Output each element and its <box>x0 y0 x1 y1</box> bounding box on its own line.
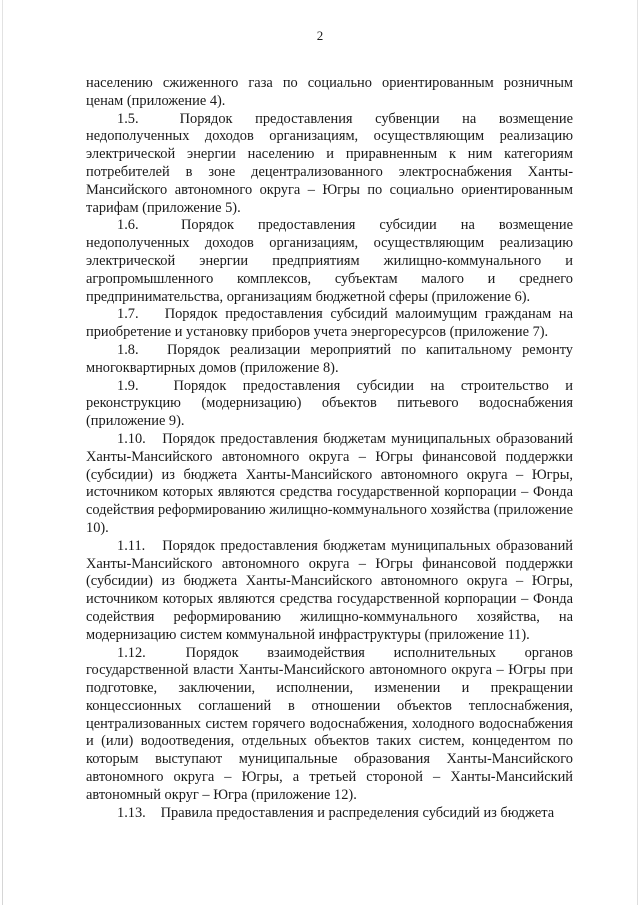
paragraph-number: 1.12. <box>117 644 146 661</box>
paragraph-text: Порядок предоставления субсидий малоимущим гражданам на приобретение и установку приборов учета энергоресурсов (приложение 7). <box>86 306 573 341</box>
paragraph-number: 1.10. <box>117 430 146 447</box>
paragraph-number: 1.13. <box>117 804 146 821</box>
paragraph-text: населению сжиженного газа по социально ориентированным розничным ценам (приложение 4). <box>86 75 573 109</box>
paragraph-1-11 <box>86 538 573 645</box>
paragraph-1-7 <box>86 306 573 342</box>
paragraph-text: Порядок предоставления субвенции на возмещение недополученных доходов организациям, осуществляющим реализацию электрической энергии населению и приравненным к ним категориям потребителей в зоне децентрализованного электроснабжения Ханты-Мансийского автономного округа – Югры по социально ориентированным тарифам (приложение 5). <box>86 110 573 216</box>
scan-edge-right <box>637 0 638 905</box>
paragraph-1-10 <box>86 431 573 538</box>
paragraph-text: Правила предоставления и распределения субсидий из бюджета <box>160 804 555 821</box>
paragraph-1-12 <box>86 645 573 805</box>
paragraph-1-8 <box>86 342 573 378</box>
paragraph-number: 1.6. <box>117 217 139 234</box>
paragraph-text: Порядок реализации мероприятий по капитальному ремонту многоквартирных домов (приложение 8). <box>86 341 573 376</box>
page-number: 2 <box>316 28 324 43</box>
paragraph-number: 1.7. <box>117 306 139 323</box>
paragraph-text: Порядок предоставления субсидии на возмещение недополученных доходов организациям, осуществляющим реализацию электрической энергии предприятиям жилищно-коммунального и агропромышленного комплексов, субъектам малого и среднего предпринимательства, организациям бюджетной сферы (приложение 6). <box>86 217 573 305</box>
paragraph-1-6 <box>86 217 573 306</box>
paragraph-number: 1.5. <box>117 110 139 127</box>
paragraph-text: Порядок взаимодействия исполнительных органов государственной власти Ханты-Мансийского автономного округа – Югры при подготовке, заключении, исполнении, изменении и прекращении концессионных соглашений в отношении объектов теплоснабжения, централизованных систем горячего водоснабжения, холодного водоснабжения и (или) водоотведения, отдельных объектов таких систем, концедентом по которым выступают муниципальные образования Ханты-Мансийского автономного округа – Югры, а третьей стороной – Ханты-Мансийский автономный округ – Югра (приложение 12). <box>86 644 573 803</box>
scan-edge-left <box>2 0 3 905</box>
paragraph-text: Порядок предоставления бюджетам муниципальных образований Ханты-Мансийского автономного округа – Югры финансовой поддержки (субсидии) из бюджета Ханты-Мансийского автономного округа – Югры, источником которых являются средства государственной корпорации – Фонда содействия реформированию жилищно-коммунального хозяйства, на модернизацию систем коммунальной инфраструктуры (приложение 11). <box>86 537 573 643</box>
paragraph-number: 1.8. <box>117 341 139 358</box>
paragraph-continuation <box>86 75 573 111</box>
paragraph-1-5 <box>86 111 573 218</box>
paragraph-1-13 <box>86 805 573 823</box>
document-body <box>86 75 573 822</box>
paragraph-number: 1.11. <box>117 537 146 554</box>
paragraph-text: Порядок предоставления субсидии на строительство и реконструкцию (модернизацию) объектов питьевого водоснабжения (приложение 9). <box>86 377 573 430</box>
paragraph-text: Порядок предоставления бюджетам муниципальных образований Ханты-Мансийского автономного округа – Югры финансовой поддержки (субсидии) из бюджета Ханты-Мансийского автономного округа – Югры, источником которых являются средства государственной корпорации – Фонда содействия реформированию жилищно-коммунального хозяйства (приложение 10). <box>86 430 573 536</box>
paragraph-number: 1.9. <box>117 377 139 394</box>
paragraph-1-9 <box>86 378 573 431</box>
